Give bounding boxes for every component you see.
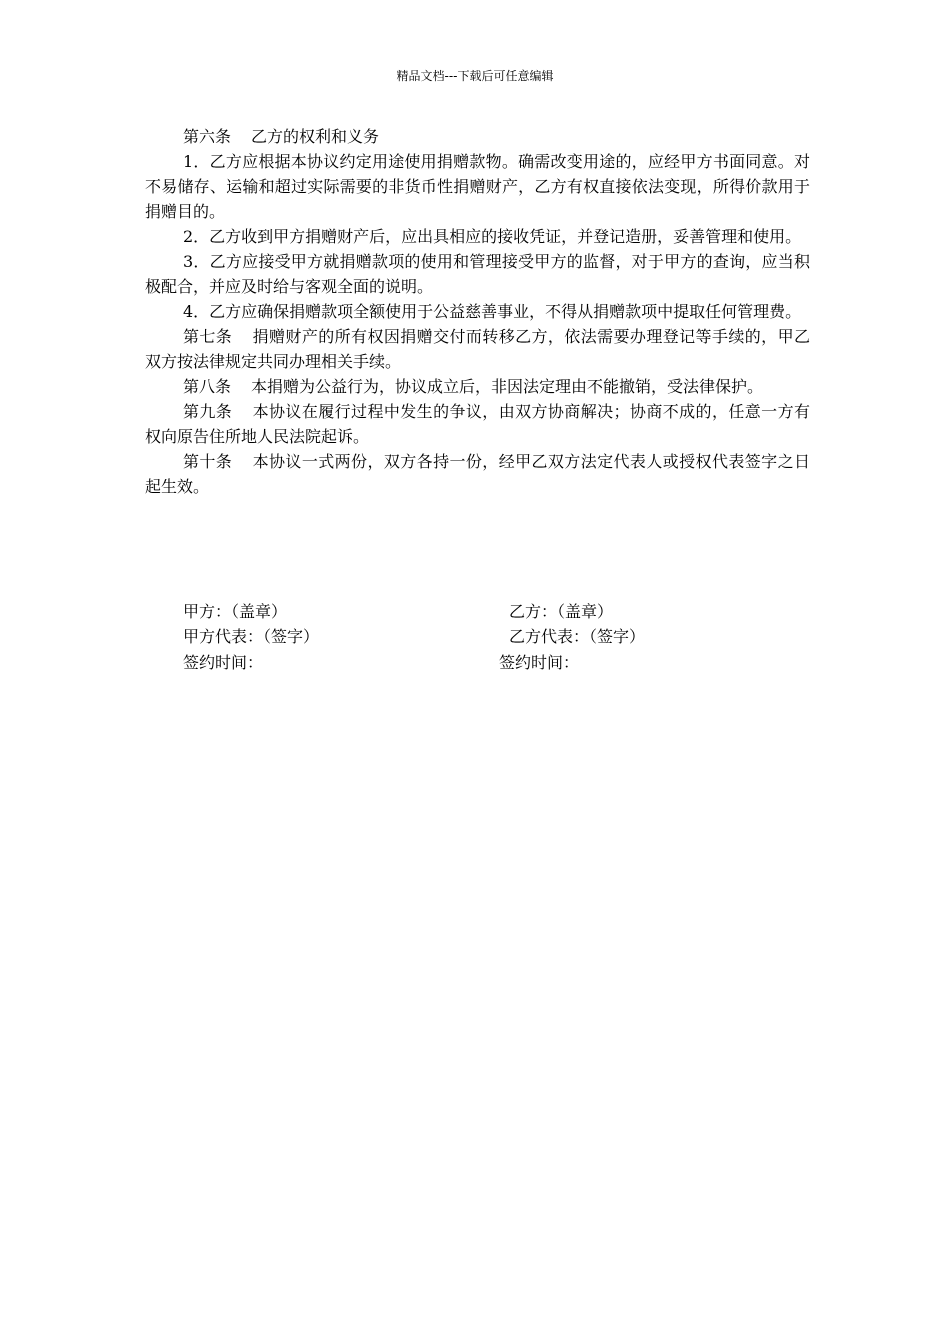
article-title: 第七条 (183, 327, 233, 346)
article-text: 本协议一式两份，双方各持一份，经甲乙双方法定代表人或授权代表签字之日起生效。 (145, 452, 810, 496)
document-body (145, 124, 810, 499)
article-title: 第十条 (183, 452, 233, 471)
article-8 (145, 374, 810, 399)
article-text: 捐赠财产的所有权因捐赠交付而转移乙方，依法需要办理登记等手续的，甲乙双方按法律规定共同办理相关手续。 (145, 327, 810, 371)
party-b-representative: 乙方代表：（签字） (509, 627, 646, 646)
article-title: 第九条 (183, 402, 233, 421)
article-6-item-3: 3．乙方应接受甲方就捐赠款项的使用和管理接受甲方的监督，对于甲方的查询，应当积极配合，并应及时给与客观全面的说明。 (145, 252, 810, 296)
article-10 (145, 449, 810, 499)
article-6-item-2: 2．乙方收到甲方捐赠财产后，应出具相应的接收凭证，并登记造册，妥善管理和使用。 (183, 227, 802, 246)
party-a-seal: 甲方：（盖章） (183, 602, 288, 621)
article-text: 本捐赠为公益行为，协议成立后，非因法定理由不能撤销，受法律保护。 (251, 377, 764, 396)
article-6-item-1: 1．乙方应根据本协议约定用途使用捐赠款物。确需改变用途的，应经甲方书面同意。对不易储存、运输和超过实际需要的非货币性捐赠财产，乙方有权直接依法变现，所得价款用于捐赠目的。 (145, 152, 810, 221)
party-a-sign-date: 签约时间： (183, 653, 264, 672)
party-b-sign-date: 签约时间： (499, 653, 580, 672)
article-title: 第六条 (183, 127, 232, 146)
party-b-seal: 乙方：（盖章） (509, 602, 614, 621)
article-6-item-4: 4．乙方应确保捐赠款项全额使用于公益慈善事业，不得从捐赠款项中提取任何管理费。 (183, 302, 802, 321)
article-6-heading (145, 124, 810, 149)
article-9 (145, 399, 810, 449)
party-a-representative: 甲方代表：（签字） (183, 627, 320, 646)
page-header: 精品文档---下载后可任意编辑 (396, 69, 554, 83)
article-text: 本协议在履行过程中发生的争议，由双方协商解决；协商不成的，任意一方有权向原告住所地人民法院起诉。 (145, 402, 810, 446)
article-7 (145, 324, 810, 374)
article-title: 第八条 (183, 377, 232, 396)
article-heading: 乙方的权利和义务 (251, 127, 380, 146)
